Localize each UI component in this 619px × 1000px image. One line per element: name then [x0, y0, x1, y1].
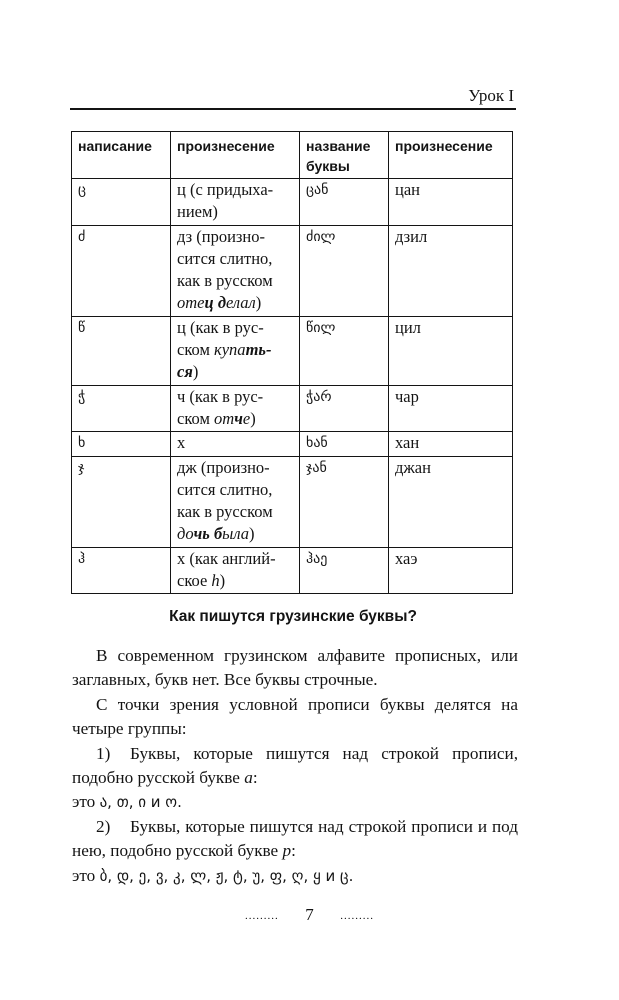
list-item [72, 742, 518, 791]
letter-table [71, 131, 513, 594]
example-prefix: это [72, 792, 100, 812]
pronunciation-text: дз (произно- [177, 226, 265, 246]
pronunciation-text: б [213, 524, 223, 544]
name-pronunciation-cell: хан [389, 432, 513, 456]
example-letter: р [282, 841, 292, 861]
table-row [72, 316, 513, 385]
page-footer [0, 905, 619, 925]
pronunciation-cell [171, 547, 300, 594]
paragraph: С точки зрения условной прописи буквы делятся на четыре группы: [72, 694, 518, 739]
name-pronunciation-cell: джан [389, 456, 513, 547]
letter-name-cell: წილ [300, 316, 389, 385]
pronunciation-text: ся [177, 362, 193, 382]
georgian-examples: ა, თ, ი и ო. [99, 793, 182, 812]
column-header: произнесение [389, 132, 513, 179]
table-row [72, 179, 513, 226]
pronunciation-text: купа [214, 340, 246, 360]
table-row [72, 432, 513, 456]
pronunciation-text: ч (как в рус- [177, 386, 264, 406]
pronunciation-text: как в русском [177, 271, 273, 291]
pronunciation-cell [171, 456, 300, 547]
letter-cell: ჰ [72, 547, 171, 594]
letter-table-body [72, 179, 513, 594]
column-header: произнесение [171, 132, 300, 179]
letter-name-cell: ძილ [300, 225, 389, 316]
pronunciation-text: ть- [245, 340, 272, 360]
pronunciation-text: дж (произно- [177, 457, 270, 477]
pronunciation-cell [171, 225, 300, 316]
table-row [72, 385, 513, 432]
letter-name-cell: ცან [300, 179, 389, 226]
table-row [72, 547, 513, 594]
table-header-row [72, 132, 513, 179]
name-pronunciation-cell: хаэ [389, 547, 513, 594]
list-item-text: Буквы, которые пишутся над строкой прописи и под нею, подобно русской букве [72, 816, 518, 861]
running-head: Урок I [468, 86, 514, 105]
footer-dots-left: ......... [245, 910, 279, 923]
list-item-number: 2) [96, 816, 111, 836]
list-item-text: Буквы, которые пишутся над строкой прописи, подобно русской букве [72, 743, 518, 788]
name-pronunciation-cell: цан [389, 179, 513, 226]
pronunciation-text: е [242, 408, 251, 428]
name-pronunciation-cell: дзил [389, 225, 513, 316]
pronunciation-text: от [214, 408, 235, 428]
pronunciation-text: елал [226, 293, 256, 313]
letter-name-cell: ჯან [300, 456, 389, 547]
pronunciation-text: х [177, 433, 186, 453]
letter-name-cell: ჰაე [300, 547, 389, 594]
letter-cell: ჭ [72, 385, 171, 432]
pronunciation-text: ) [250, 408, 256, 428]
pronunciation-text: ) [249, 524, 255, 544]
list-item-number: 1) [96, 743, 111, 763]
pronunciation-cell [171, 385, 300, 432]
punctuation: : [252, 768, 258, 788]
pronunciation-text: ц (с придыха- [177, 180, 274, 199]
footer-dots-right: ......... [340, 910, 374, 923]
pronunciation-text: чь [193, 524, 210, 544]
pronunciation-text: ском [177, 340, 215, 360]
pronunciation-text: ) [192, 362, 199, 382]
paragraph: В современном грузинском алфавите прописных, или заглавных, букв нет. Все буквы строчные. [72, 646, 518, 690]
pronunciation-text: ) [219, 571, 226, 591]
letter-cell: წ [72, 316, 171, 385]
pronunciation-cell [171, 316, 300, 385]
pronunciation-cell [171, 432, 300, 456]
name-pronunciation-cell: цил [389, 316, 513, 385]
pronunciation-text: х (как англий- [177, 548, 276, 568]
example-prefix: это [72, 865, 100, 885]
pronunciation-text: нием) [177, 202, 218, 222]
letter-cell: ც [72, 179, 171, 226]
punctuation: : [291, 841, 296, 861]
pronunciation-text: ц [204, 293, 214, 313]
georgian-examples: ბ, დ, ე, ვ, კ, ლ, ჟ, ტ, უ, ფ, ღ, ყ и ც. [99, 866, 354, 885]
pronunciation-text: ) [255, 293, 262, 313]
body-text [72, 644, 518, 888]
pronunciation-text: ское [177, 571, 212, 591]
pronunciation-text: д [217, 293, 226, 313]
example-line [72, 790, 518, 814]
pronunciation-text: сится слитно, [177, 479, 273, 499]
pronunciation-text: до [177, 524, 194, 544]
section-title: Как пишутся грузинские буквы? [169, 608, 417, 625]
pronunciation-text: ском [177, 408, 215, 428]
table-row [72, 225, 513, 316]
header-rule [70, 108, 516, 110]
name-pronunciation-cell: чар [389, 385, 513, 432]
letter-name-cell: ჭარ [300, 385, 389, 432]
letter-name-cell: ხან [300, 432, 389, 456]
example-line [72, 864, 518, 888]
letter-cell: ჯ [72, 456, 171, 547]
list-item [72, 815, 518, 864]
pronunciation-text: ыла [222, 524, 249, 544]
letter-cell: ძ [72, 225, 171, 316]
pronunciation-text: ч [234, 408, 243, 428]
column-header: написание [72, 132, 171, 179]
pronunciation-text: как в русском [177, 502, 273, 522]
pronunciation-text: оте [177, 293, 205, 313]
letter-cell: ხ [72, 432, 171, 456]
pronunciation-text: h [211, 571, 220, 591]
pronunciation-text: сится слитно, [177, 248, 273, 268]
pronunciation-cell [171, 179, 300, 226]
table-row [72, 456, 513, 547]
example-letter: а [244, 768, 253, 788]
pronunciation-text: ц (как в рус- [177, 317, 264, 337]
page-number: 7 [305, 905, 314, 924]
column-header: название буквы [300, 132, 389, 179]
